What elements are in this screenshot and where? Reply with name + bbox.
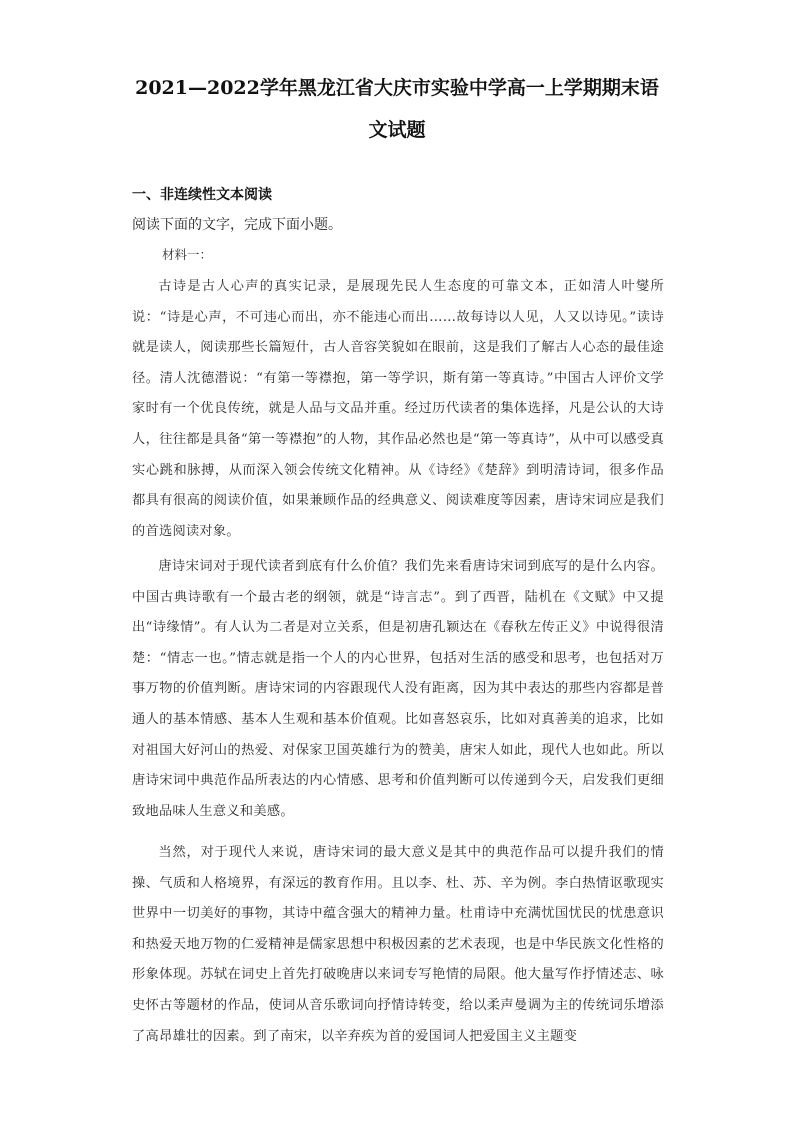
document-title-line-1: 2021—2022学年黑龙江省大庆市实验中学高一上学期期末语: [135, 77, 659, 99]
paragraph-3: 当然，对于现代人来说，唐诗宋词的最大意义是其中的典范作品可以提升我们的情操、气质和人格境界，有深远的教育作用。且以李、杜、苏、辛为例。李白热情讴歌现实世界中一切美好的事物，其诗中蕴含强大的精神力量。杜甫诗中充满忧国忧民的忧患意识和热爱天地万物的仁爱精神是儒家思想中积极因素的艺术表现，也是中华民族文化性格的形象体现。苏轼在词史上首先打破晚唐以来词专写艳情的局限。他大量写作抒情述志、咏史怀古等题材的作品，使词从音乐歌词向抒情诗转变，给以柔声曼调为主的传统词乐增添了高昂雄壮的因素。到了南宋，以辛弃疾为首的爱国词人把爱国主义主题变: [132, 845, 664, 1044]
paragraph-2: 唐诗宋词对于现代读者到底有什么价值？我们先来看唐诗宋词到底写的是什么内容。中国古典诗歌有一个最古老的纲领，就是“诗言志”。到了西晋，陆机在《文赋》中又提出“诗缘情”。有人认为二者是对立关系，但是初唐孔颖达在《春秋左传正义》中说得很清楚：“情志一也。”情志就是指一个人的内心世界，包括对生活的感受和思考，也包括对万事万物的价值判断。唐诗宋词的内容跟现代人没有距离，因为其中表达的那些内容都是普通人的基本情感、基本人生观和基本价值观。比如喜怒哀乐，比如对真善美的追求，比如对祖国大好河山的热爱、对保家卫国英雄行为的赞美，唐宋人如此，现代人也如此。所以唐诗宋词中典范作品所表达的内心情感、思考和价值判断可以传递到今天，启发我们更细致地品味人生意义和美感。: [132, 559, 664, 819]
reading-instruction: 阅读下面的文字，完成下面小题。: [132, 217, 342, 233]
material-label: 材料一：: [162, 247, 213, 262]
section-heading: 一、非连续性文本阅读: [132, 187, 272, 203]
document-title-line-2: 文试题: [368, 119, 426, 141]
paragraph-1: 古诗是古人心声的真实记录，是展现先民人生态度的可靠文本，正如清人叶燮所说：“诗是心声，不可违心而出，亦不能违心而出……故每诗以人见，人又以诗见。”读诗就是读人，阅读那些长篇短什，古人音容笑貌如在眼前，这是我们了解古人心态的最佳途径。清人沈德潜说：“有第一等襟抱，第一等学识，斯有第一等真诗。”中国古人评价文学家时有一个优良传统，就是人品与文品并重。经过历代读者的集体选择，凡是公认的大诗人，往往都是具备“第一等襟抱”的人物，其作品必然也是“第一等真诗”，从中可以感受真实心跳和脉搏，从而深入领会传统文化精神。从《诗经》《楚辞》到明清诗词，很多作品都具有很高的阅读价值，如果兼顾作品的经典意义、阅读难度等因素，唐诗宋词应是我们的首选阅读对象。: [132, 279, 664, 539]
